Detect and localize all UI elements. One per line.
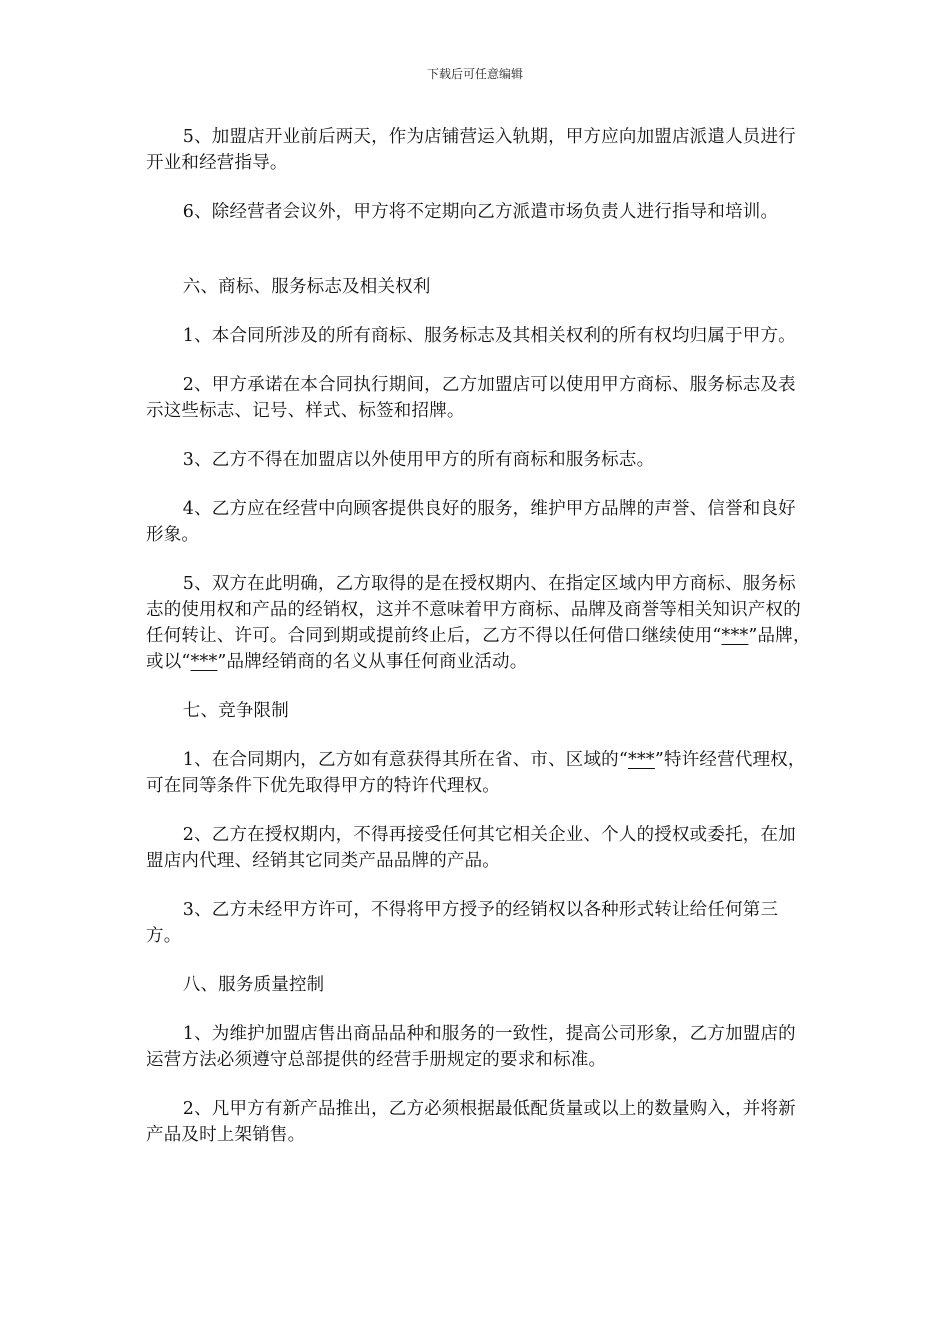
paragraph [146,199,811,225]
section-heading-text: 六、商标、服务标志及相关权利 [182,277,431,297]
paragraph-text: 2、乙方在授权期内，不得再接受任何其它相关企业、个人的授权或委托，在加盟店内代理、经销其它同类产品品牌的产品。 [146,825,796,871]
paragraph-text: ”品牌经销商的名义从事任何商业活动。 [217,652,528,672]
paragraph-text: 6、除经营者会议外，甲方将不定期向乙方派遣市场负责人进行指导和培训。 [182,202,779,222]
paragraph-text: 5、加盟店开业前后两天，作为店铺营运入轨期，甲方应向加盟店派遣人员进行开业和经营指导。 [146,127,796,173]
paragraph-text: 2、甲方承诺在本合同执行期间，乙方加盟店可以使用甲方商标、服务标志及表示这些标志、记号、样式、标签和招牌。 [146,375,796,421]
paragraph-text: ”特许经营代理权，可在同等条件下优先取得甲方的特许代理权。 [146,750,806,796]
paragraph [146,1096,811,1148]
paragraph-text: ”品牌，或以“ [146,626,811,672]
paragraph [146,323,811,349]
paragraph-text: 3、乙方未经甲方许可，不得将甲方授予的经销权以各种形式转让给任何第三方。 [146,900,779,946]
redacted-brand: *** [721,626,749,646]
redacted-brand: *** [190,652,218,672]
paragraph-text: 4、乙方应在经营中向顾客提供良好的服务，维护甲方品牌的声誉、信誉和良好形象。 [146,499,796,545]
paragraph-text: 1、本合同所涉及的所有商标、服务标志及其相关权利的所有权均归属于甲方。 [182,326,796,346]
page-header: 下载后可任意编辑 [426,67,523,81]
paragraph [146,447,811,473]
paragraph [146,372,811,424]
section-heading-text: 七、竞争限制 [182,701,289,721]
paragraph-text: 3、乙方不得在加盟店以外使用甲方的所有商标和服务标志。 [182,450,655,470]
paragraph [146,124,811,176]
section-heading [146,698,811,724]
paragraph [146,747,811,799]
paragraph-text: 1、在合同期内，乙方如有意获得其所在省、市、区域的“ [182,750,629,770]
section-heading [146,274,811,300]
paragraph [146,1021,811,1073]
paragraph [146,897,811,949]
document-body [146,124,811,1148]
paragraph [146,571,811,675]
paragraph [146,822,811,874]
redacted-brand: *** [628,750,655,770]
paragraph-text: 5、双方在此明确，乙方取得的是在授权期内、在指定区域内甲方商标、服务标志的使用权和产品的经销权，这并不意味着甲方商标、品牌及商誉等相关知识产权的任何转让、许可。合同到期或提前终止后，乙方不得以任何借口继续使用“ [146,574,801,646]
paragraph-text: 1、为维护加盟店售出商品品种和服务的一致性，提高公司形象，乙方加盟店的运营方法必须遵守总部提供的经营手册规定的要求和标准。 [146,1024,796,1070]
section-heading-text: 八、服务质量控制 [182,975,325,995]
section-heading [146,972,811,998]
paragraph-text: 2、凡甲方有新产品推出，乙方必须根据最低配货量或以上的数量购入，并将新产品及时上架销售。 [146,1099,796,1145]
paragraph [146,496,811,548]
